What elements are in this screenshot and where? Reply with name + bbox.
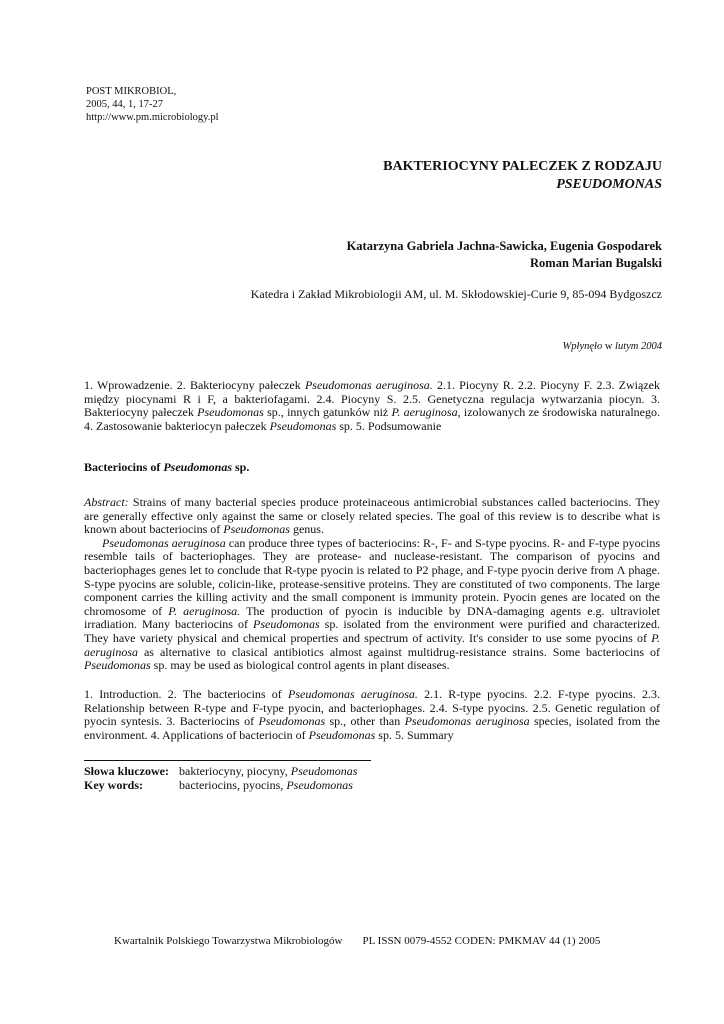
keywords-pl-row (84, 764, 357, 778)
abstract-paragraph-1: Abstract: Strains of many bacterial species produce proteinaceous antimicrobial substances called bacteriocins. They are generally effective only against the same or closely related species. The goal of this review is to describe what is known about bacteriocins of Pseudomonas genus. (84, 495, 660, 537)
title-line-1: BAKTERIOCYNY PALECZEK Z RODZAJU (383, 159, 662, 174)
authors (347, 238, 662, 272)
page-footer (114, 935, 600, 947)
table-of-contents-pl: 1. Wprowadzenie. 2. Bakteriocyny pałeczek Pseudomonas aeruginosa. 2.1. Piocyny R. 2.2. Piocyny F. 2.3. Związek między piocynami R i F, a bakteriofagami. 2.4. Piocyny S. 2.5. Genetyczna regulacja wytwarzania piocyn. 3. Bakteriocyny pałeczek Pseudomonas sp., innych gatunków niż P. aeruginosa, izolowanych ze środowiska naturalnego. 4. Zastosowanie bakteriocyn pałeczek Pseudomonas sp. 5. Podsumowanie (84, 378, 660, 433)
received-date: Wpłynęło w lutym 2004 (562, 341, 662, 352)
keywords-en-label: Key words: (84, 778, 143, 792)
abstract-label: Abstract: (84, 495, 129, 509)
affiliation: Katedra i Zakład Mikrobiologii AM, ul. M. Skłodowskiej-Curie 9, 85-094 Bydgoszcz (250, 287, 662, 301)
table-of-contents-en: 1. Introduction. 2. The bacteriocins of Pseudomonas aeruginosa. 2.1. R-type pyocins. 2.2. F-type pyocins. 2.3. Relationship between R-type and F-type pyocin, and bacteriophages. 2.4. S-type pyocins. 2.5. Genetic regulation of pyocin syntesis. 3. Bacteriocins of Pseudomonas sp., other than Pseudomonas aeruginosa species, isolated from the environment. 4. Applications of bacteriocin of Pseudomonas sp. 5. Summary (84, 687, 660, 742)
english-title: Bacteriocins of Pseudomonas sp. (84, 460, 250, 474)
journal-url[interactable]: http://www.pm.microbiology.pl (86, 112, 219, 123)
footer-issn: PL ISSN 0079-4552 CODEN: PMKMAV 44 (1) 2005 (362, 935, 601, 947)
authors-line-2: Roman Marian Bugalski (530, 256, 662, 270)
footer-journal: Kwartalnik Polskiego Towarzystwa Mikrobiologów (114, 935, 343, 947)
journal-volume: 2005, 44, 1, 17-27 (86, 99, 163, 110)
title-line-2: PSEUDOMONAS (556, 177, 662, 192)
keywords-divider (84, 760, 371, 761)
keywords (84, 764, 357, 792)
keywords-en-value: bacteriocins, pyocins, Pseudomonas (179, 778, 353, 792)
journal-name: POST MIKROBIOL, (86, 86, 177, 97)
journal-header (86, 85, 219, 124)
keywords-pl-value: bakteriocyny, piocyny, Pseudomonas (179, 764, 358, 778)
abstract (84, 496, 660, 673)
authors-line-1: Katarzyna Gabriela Jachna-Sawicka, Eugenia Gospodarek (346, 239, 662, 253)
keywords-pl-label: Słowa kluczowe: (84, 764, 169, 778)
abstract-paragraph-2: Pseudomonas aeruginosa can produce three types of bacteriocins: R-, F- and S-type pyocins. R- and F-type pyocins resemble tails of bacteriophages. They are protease- and nuclease-resistant. The comparison of pyocins and bacteriophages genes let to conclude that R-type pyocin is related to P2 phage, and F-type pyocin derive from Λ phage. S-type pyocins are soluble, colicin-like, protease-sensitive proteins. They are constituted of two components. The large component carries the killing activity and the small component is immunity protein. Pyocin genes are located on the chromosome of P. aeruginosa. The production of pyocin is inducible by DNA-damaging agents e.g. ultraviolet irradiation. Many bacteriocins of Pseudomonas sp. isolated from the environment were purified and characterized. They have variety physical and chemical properties and spectrum of activity. It's consider to use some pyocins of P. aeruginosa as alternative to clasical antibiotics almost against multidrug-resistance strains. Some bacteriocins of Pseudomonas sp. may be used as biological control agents in plant diseases. (84, 535, 660, 673)
keywords-en-row (84, 778, 357, 792)
article-title (383, 158, 662, 194)
